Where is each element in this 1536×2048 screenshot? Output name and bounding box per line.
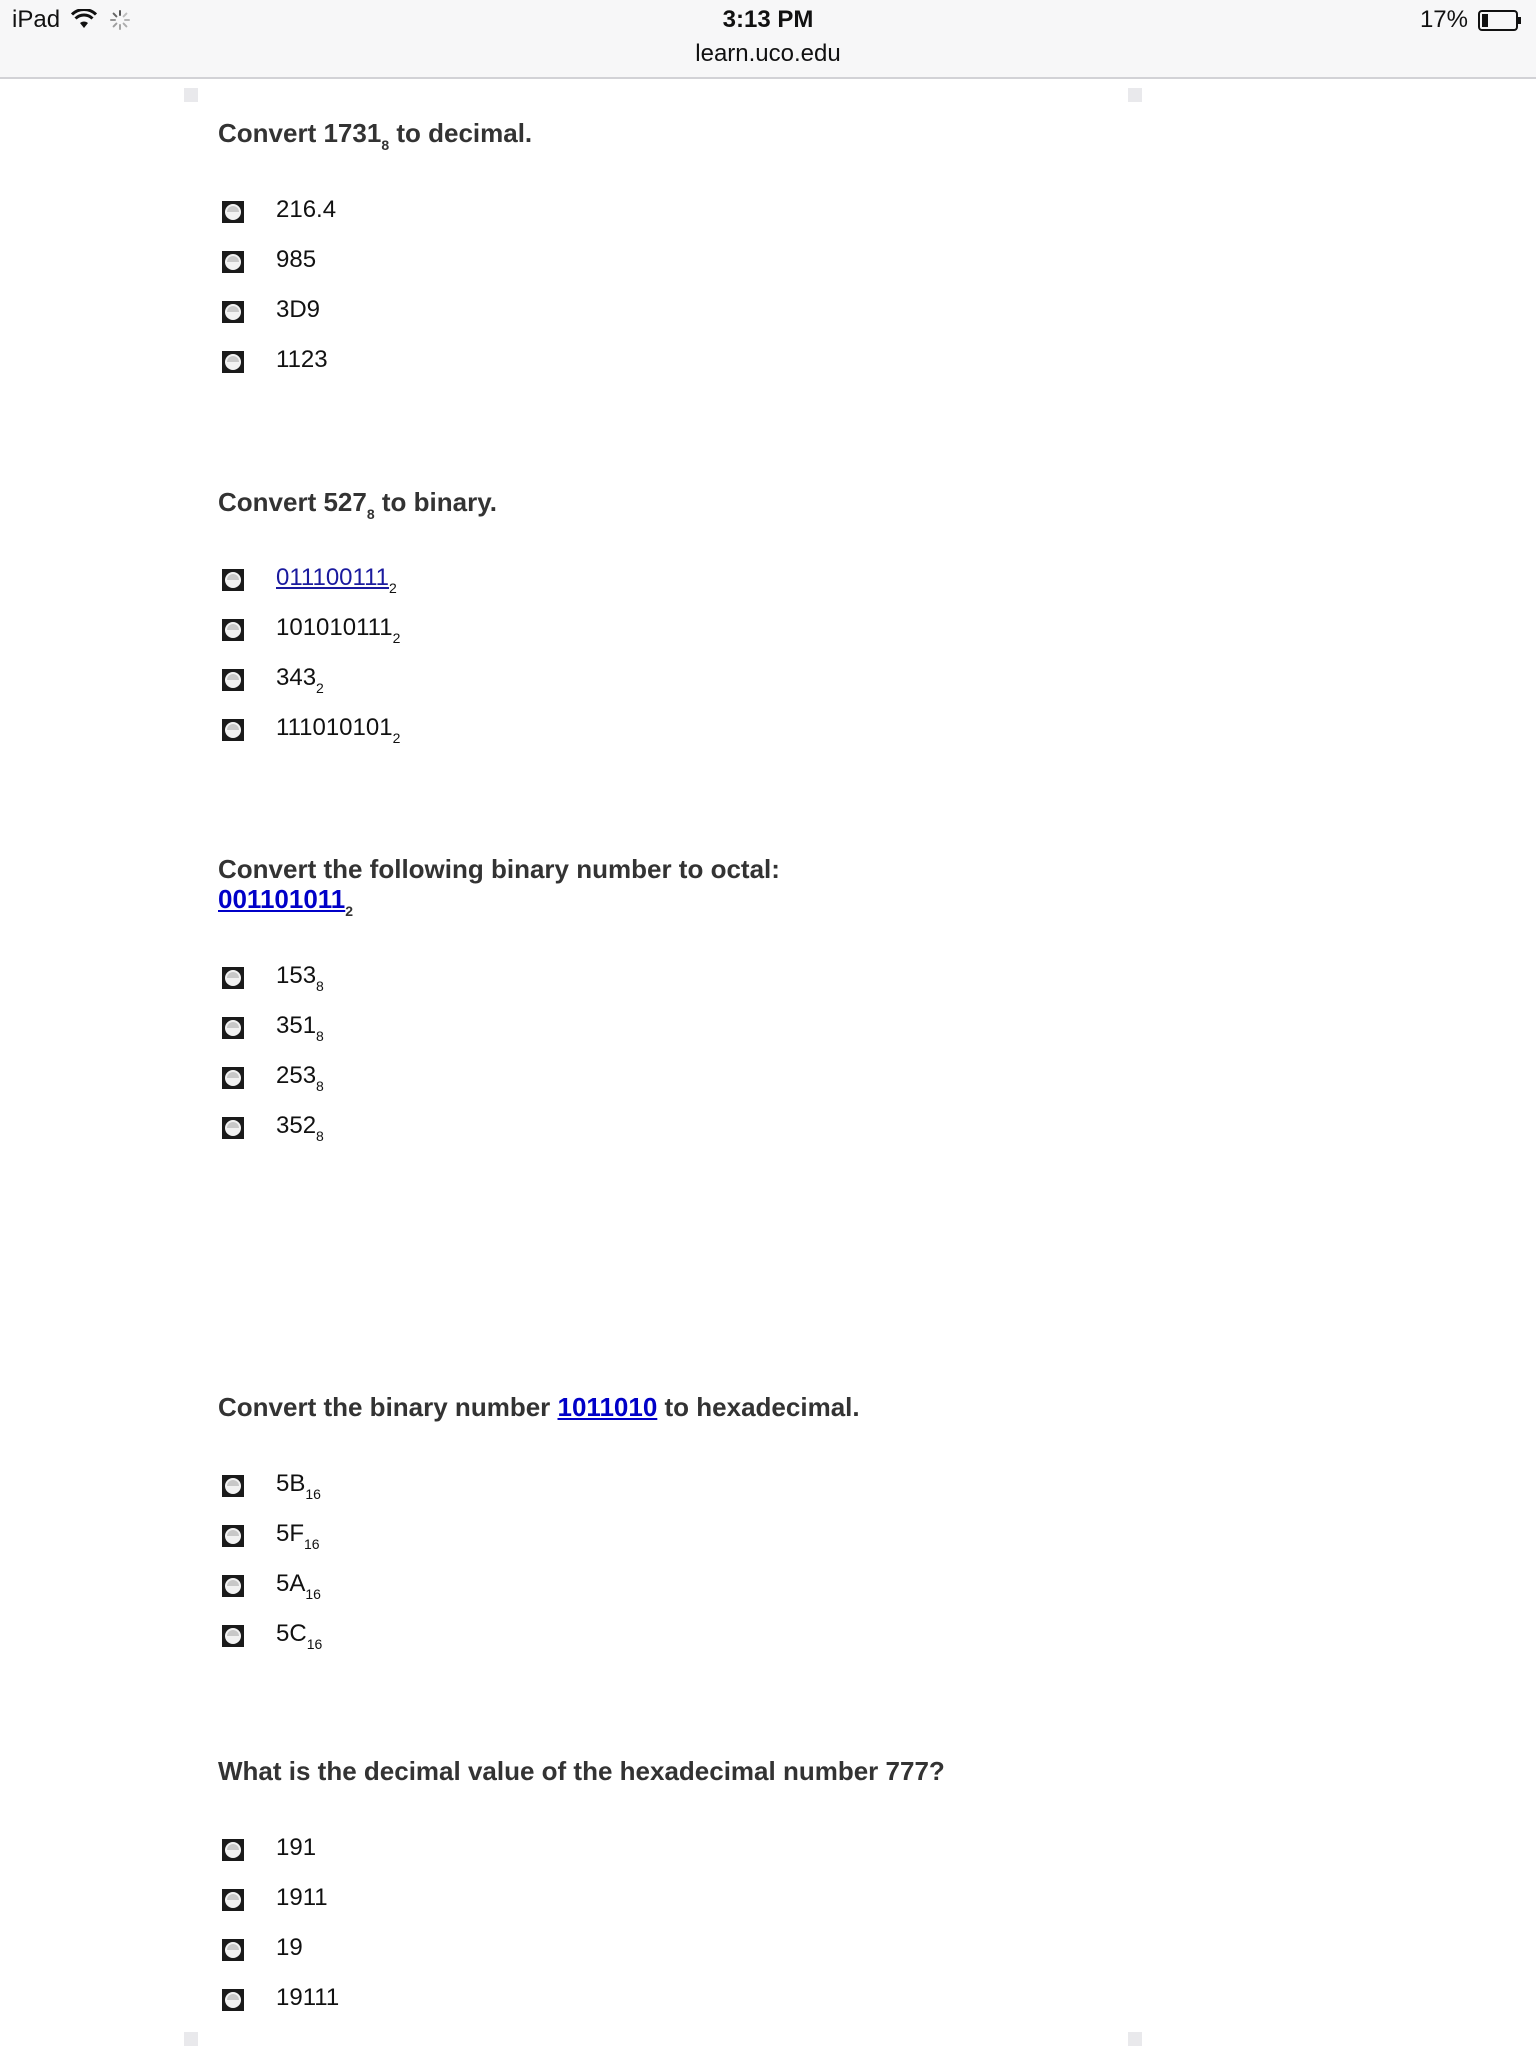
question-1-prompt: [218, 118, 533, 153]
option-label: $011100111_2$: [276, 564, 397, 596]
question-text: to binary.: [374, 487, 497, 517]
answer-option[interactable]: [218, 192, 818, 232]
binary-number-link[interactable]: 001101011: [218, 884, 346, 914]
option-label: 1123: [276, 346, 328, 373]
clock: 3:13 PM: [722, 6, 814, 33]
binary-number-link[interactable]: 011100111: [276, 564, 390, 591]
option-label: 19: [276, 1934, 303, 1961]
option-label: $253_8$: [276, 1062, 324, 1094]
answer-option[interactable]: [218, 1516, 818, 1556]
radio-button-icon[interactable]: [222, 351, 244, 373]
device-name: iPad: [12, 6, 61, 33]
answer-option[interactable]: [218, 342, 818, 382]
question-text: What is the decimal value of the hexadecimal number 777?: [218, 1756, 945, 1786]
answer-option[interactable]: [218, 1466, 818, 1506]
answer-option[interactable]: [218, 1058, 818, 1098]
answer-option[interactable]: [218, 610, 818, 650]
answer-option[interactable]: [218, 1566, 818, 1606]
page-corner-decoration: [1128, 88, 1142, 102]
question-3-prompt: [218, 854, 780, 919]
page-corner-decoration: [184, 2032, 198, 2046]
radio-button-icon[interactable]: [222, 967, 244, 989]
radio-button-icon[interactable]: [222, 619, 244, 641]
question-2-prompt: [218, 487, 497, 522]
radio-button-icon[interactable]: [222, 201, 244, 223]
option-label: 3D9: [276, 296, 321, 323]
option-label: $111010101_2$: [276, 714, 401, 746]
answer-option[interactable]: [218, 242, 818, 282]
option-label: 1911: [276, 1884, 328, 1911]
option-label: 191: [276, 1834, 317, 1861]
option-label: $343_2$: [276, 664, 324, 696]
answer-option[interactable]: [218, 560, 818, 600]
radio-button-icon[interactable]: [222, 301, 244, 323]
question-text: Convert the following binary number to octal:: [218, 854, 780, 884]
option-label: $5B_{16}$: [276, 1470, 321, 1502]
answer-option[interactable]: [218, 1930, 818, 1970]
radio-button-icon[interactable]: [222, 1889, 244, 1911]
answer-option[interactable]: [218, 958, 818, 998]
radio-button-icon[interactable]: [222, 719, 244, 741]
radio-button-icon[interactable]: [222, 1017, 244, 1039]
base-subscript: 8: [381, 137, 390, 153]
radio-button-icon[interactable]: [222, 1475, 244, 1497]
page-corner-decoration: [1128, 2032, 1142, 2046]
answer-option[interactable]: [218, 1108, 818, 1148]
radio-button-icon[interactable]: [222, 251, 244, 273]
option-label: $101010111_2$: [276, 614, 401, 646]
question-text: Convert the binary number: [218, 1392, 558, 1422]
radio-button-icon[interactable]: [222, 1525, 244, 1547]
battery-icon: [1478, 10, 1522, 31]
question-5-prompt: [218, 1756, 945, 1786]
answer-option[interactable]: [218, 660, 818, 700]
radio-button-icon[interactable]: [222, 669, 244, 691]
radio-button-icon[interactable]: [222, 1989, 244, 2011]
question-text: Convert 527: [218, 487, 367, 517]
answer-option[interactable]: [218, 292, 818, 332]
option-label: 216.4: [276, 196, 337, 223]
radio-button-icon[interactable]: [222, 1575, 244, 1597]
option-label: $5F_{16}$: [276, 1520, 320, 1552]
answer-option[interactable]: [218, 1880, 818, 1920]
option-label: 19111: [276, 1984, 340, 2011]
answer-option[interactable]: [218, 1616, 818, 1656]
radio-button-icon[interactable]: [222, 1839, 244, 1861]
option-label: $5C_{16}$: [276, 1620, 323, 1652]
base-subscript: 2: [345, 903, 354, 919]
status-bar: [0, 0, 1536, 79]
answer-option[interactable]: [218, 1830, 818, 1870]
radio-button-icon[interactable]: [222, 1939, 244, 1961]
question-text: Convert 1731: [218, 118, 382, 148]
binary-number-link[interactable]: 1011010: [557, 1392, 658, 1422]
question-text: to decimal.: [389, 118, 533, 148]
page-corner-decoration: [184, 88, 198, 102]
radio-button-icon[interactable]: [222, 1067, 244, 1089]
base-subscript: 8: [366, 506, 375, 522]
radio-button-icon[interactable]: [222, 1117, 244, 1139]
option-label: $352_8$: [276, 1112, 324, 1144]
radio-button-icon[interactable]: [222, 569, 244, 591]
battery-percent: 17%: [1419, 6, 1468, 33]
question-4-prompt: [218, 1392, 860, 1422]
answer-option[interactable]: [218, 1008, 818, 1048]
answer-option[interactable]: [218, 1980, 818, 2020]
option-label: $351_8$: [276, 1012, 324, 1044]
question-text: to hexadecimal.: [657, 1392, 860, 1422]
option-label: 985: [276, 246, 317, 273]
option-label: $5A_{16}$: [276, 1570, 321, 1602]
address-bar-url[interactable]: learn.uco.edu: [695, 40, 841, 67]
option-label: $153_8$: [276, 962, 324, 994]
radio-button-icon[interactable]: [222, 1625, 244, 1647]
answer-option[interactable]: [218, 710, 818, 750]
